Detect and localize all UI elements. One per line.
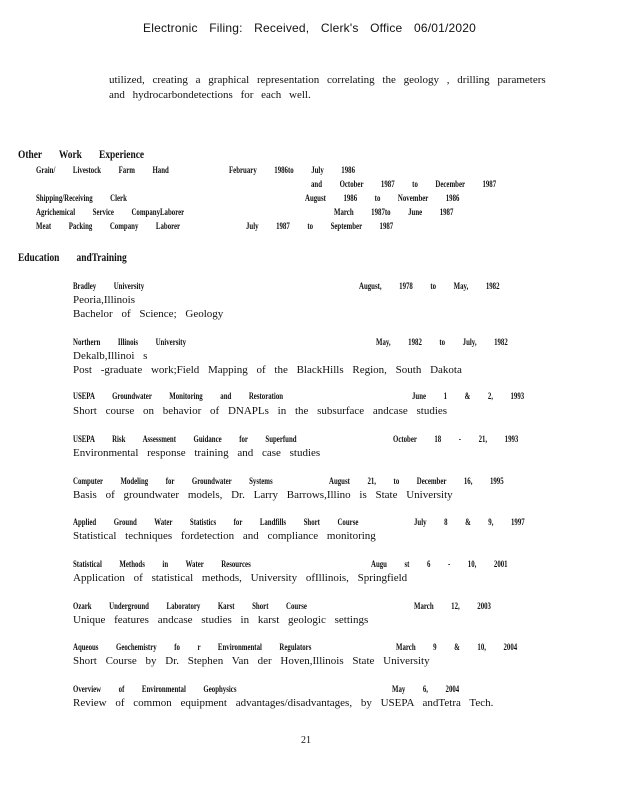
edu-6-title: Applied Ground Water Statistics for Landfills Short Course	[73, 518, 359, 528]
edu-5-date: August 21, to December 16, 1995	[329, 477, 504, 487]
edu-5-description: Basis of groundwater models, Dr. Larry Barrows,Illino is State University	[73, 489, 453, 501]
work-row-5-right: July 1987 to September 1987	[246, 222, 394, 232]
edu-2-location: Dekalb,Illinoi s	[73, 350, 148, 362]
edu-7-description: Application of statistical methods, University ofIllinois, Springfield	[73, 572, 408, 584]
education-heading: Education andTraining	[18, 252, 127, 264]
work-row-4-right: March 1987to June 1987	[334, 208, 454, 218]
filing-stamp-header: Electronic Filing: Received, Clerk's Office 06/01/2020	[143, 21, 477, 35]
work-row-5-left: Meat Packing Company Laborer	[36, 222, 181, 232]
edu-9-description: Short Course by Dr. Stephen Van der Hoven,Illinois State University	[73, 655, 430, 667]
edu-5-title: Computer Modeling for Groundwater Systems	[73, 477, 273, 487]
edu-3-date: June 1 & 2, 1993	[412, 392, 525, 402]
edu-10-description: Review of common equipment advantages/disadvantages, by USEPA andTetra Tech.	[73, 697, 494, 709]
work-row-3-left: Shipping/Receiving Clerk	[36, 194, 127, 204]
edu-9-date: March 9 & 10, 2004	[396, 643, 518, 653]
edu-3-description: Short course on behavior of DNAPLs in the subsurface andcase studies	[73, 405, 448, 417]
edu-7-title: Statistical Methods in Water Resources	[73, 560, 251, 570]
edu-1-title: Bradley University	[73, 282, 145, 292]
edu-3-title: USEPA Groundwater Monitoring and Restoration	[73, 392, 284, 402]
edu-9-title: Aqueous Geochemistry fo r Environmental Regulators	[73, 643, 312, 653]
edu-2-title: Northern Illinois University	[73, 338, 187, 348]
edu-6-description: Statistical techniques fordetection and compliance monitoring	[73, 530, 376, 542]
edu-2-date: May, 1982 to July, 1982	[376, 338, 508, 348]
other-work-heading: Other Work Experience	[18, 149, 145, 161]
edu-8-date: March 12, 2003	[414, 602, 491, 612]
edu-7-date: Augu st 6 - 10, 2001	[371, 560, 508, 570]
edu-1-date: August, 1978 to May, 1982	[359, 282, 500, 292]
work-row-3-right: August 1986 to November 1986	[305, 194, 460, 204]
intro-line-2: and hydrocarbondetections for each well.	[109, 89, 311, 101]
edu-8-title: Ozark Underground Laboratory Karst Short Course	[73, 602, 307, 612]
work-row-4-left: Agrichemical Service CompanyLaborer	[36, 208, 185, 218]
edu-10-date: May 6, 2004	[392, 685, 460, 695]
edu-4-description: Environmental response training and case studies	[73, 447, 321, 459]
page-number: 21	[301, 735, 311, 746]
work-row-1-right: February 1986to July 1986	[229, 166, 355, 176]
work-row-1-left: Grain/ Livestock Farm Hand	[36, 166, 169, 176]
edu-4-date: October 18 - 21, 1993	[393, 435, 519, 445]
intro-line-1: utilized, creating a graphical representation correlating the geology , drilling parameters	[109, 74, 546, 86]
work-row-2-right: and October 1987 to December 1987	[311, 180, 497, 190]
edu-10-title: Overview of Environmental Geophysics	[73, 685, 237, 695]
edu-1-degree: Bachelor of Science; Geology	[73, 308, 224, 320]
edu-4-title: USEPA Risk Assessment Guidance for Superfund	[73, 435, 297, 445]
edu-2-description: Post -graduate work;Field Mapping of the BlackHills Region, South Dakota	[73, 364, 462, 376]
edu-1-location: Peoria,Illinois	[73, 294, 136, 306]
edu-8-description: Unique features andcase studies in karst geologic settings	[73, 614, 369, 626]
edu-6-date: July 8 & 9, 1997	[414, 518, 525, 528]
